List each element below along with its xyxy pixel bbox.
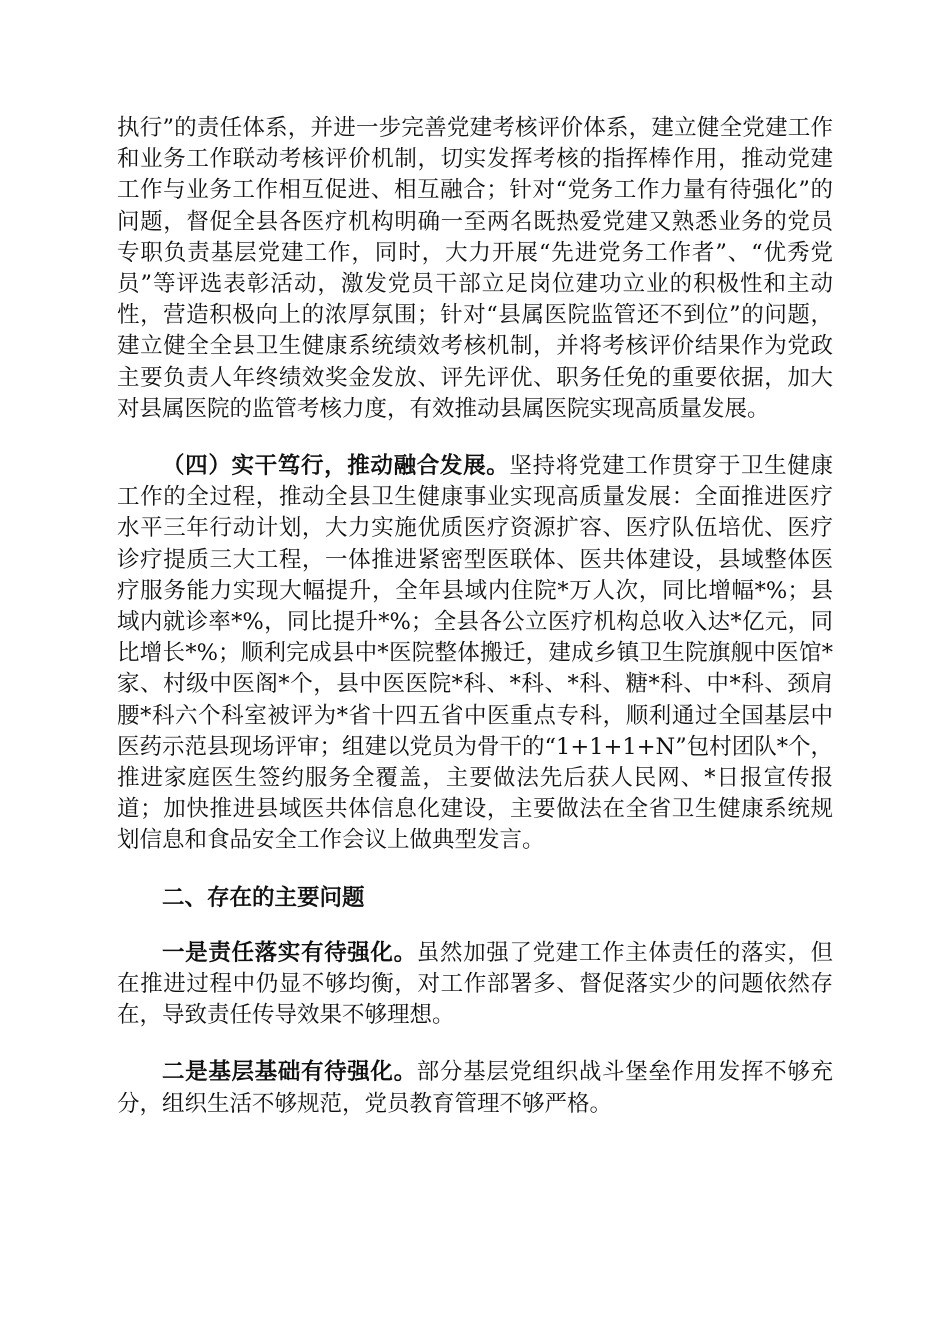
document-page — [117, 113, 833, 1146]
problem-two-heading: 二是基层基础有待强化。 — [162, 1059, 417, 1086]
paragraph-section-four — [117, 451, 833, 857]
paragraph-text: 部分基层党组织战斗堡垒作用发挥不够充分，组织生活不够规范，党员教育管理不够严格。 — [117, 1059, 833, 1117]
paragraph-problem-one — [117, 938, 833, 1032]
paragraph-text: 执行”的责任体系，并进一步完善党建考核评价体系，建立健全党建工作和业务工作联动考核评价机制，切实发挥考核的指挥棒作用，推动党建工作与业务工作相互促进、相互融合；针对“党务工作力量有待强化”的问题，督促全县各医疗机构明确一至两名既热爱党建又熟悉业务的党员专职负责基层党建工作，同时，大力开展“先进党务工作者”、“优秀党员”等评选表彰活动，激发党员干部立足岗位建功立业的积极性和主动性，营造积极向上的浓厚氛围；针对“县属医院监管还不到位”的问题，建立健全全县卫生健康系统绩效考核机制，并将考核评价结果作为党政主要负责人年终绩效奖金发放、评先评优、职务任免的重要依据，加大对县属医院的监管考核力度，有效推动县属医院实现高质量发展。 — [117, 115, 833, 422]
paragraph-text: 坚持将党建工作贯穿于卫生健康工作的全过程，推动全县卫生健康事业实现高质量发展：全面推进医疗水平三年行动计划，大力实施优质医疗资源扩容、医疗队伍培优、医疗诊疗提质三大工程，一体推进紧密型医联体、医共体建设，县域整体医疗服务能力实现大幅提升，全年县域内住院*万人次，同比增幅*%；县域内就诊率*%，同比提升*%；全县各公立医疗机构总收入达*亿元，同比增长*%；顺利完成县中*医院整体搬迁，建成乡镇卫生院旗舰中医馆*家、村级中医阁*个，县中医医院*科、*科、*科、糖*科、中*科、颈肩腰*科六个科室被评为*省十四五省中医重点专科，顺利通过全国基层中医药示范县现场评审；组建以党员为骨干的“1+1+1+N”包村团队*个，推进家庭医生签约服务全覆盖，主要做法先后获人民网、*日报宣传报道；加快推进县域医共体信息化建设，主要做法在全省卫生健康系统规划信息和食品安全工作会议上做典型发言。 — [117, 453, 833, 854]
paragraph-problem-two — [117, 1057, 833, 1119]
paragraph-text: 虽然加强了党建工作主体责任的落实，但在推进过程中仍显不够均衡，对工作部署多、督促落实少的问题依然存在，导致责任传导效果不够理想。 — [117, 939, 833, 1029]
section-heading-main-problems: 二、存在的主要问题 — [162, 884, 365, 911]
section-four-heading: （四）实干笃行，推动融合发展。 — [162, 453, 510, 480]
problem-one-heading: 一是责任落实有待强化。 — [162, 939, 417, 966]
paragraph-responsibility-system — [117, 113, 833, 425]
